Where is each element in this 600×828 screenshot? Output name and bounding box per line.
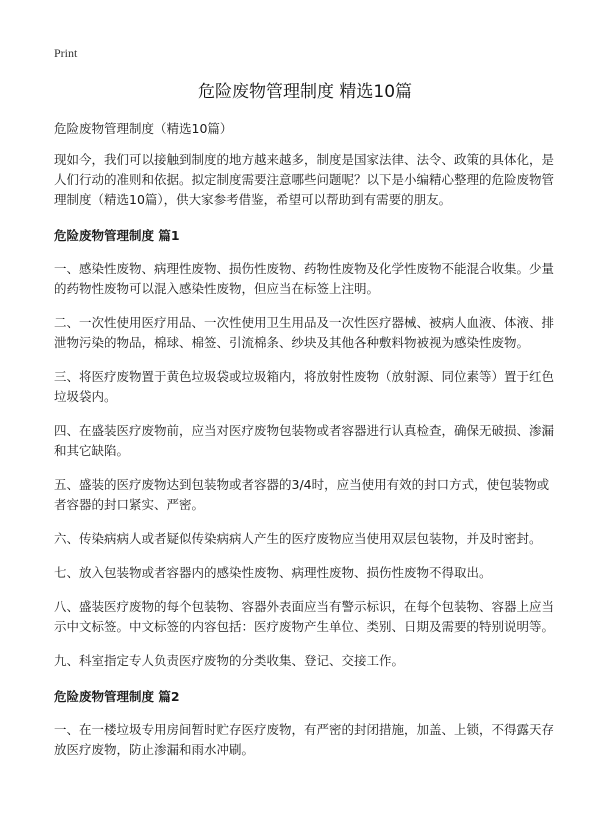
print-link[interactable]: Print xyxy=(54,46,78,60)
section-1-paragraph-7: 七、放入包装物或者容器内的感染性废物、病理性废物、损伤性废物不得取出。 xyxy=(54,565,492,580)
section-1-paragraph-1: 一、感染性废物、病理性废物、损伤性废物、药物性废物及化学性废物不能混合收集。少量的药物性废物可以混入感染性废物，但应当在标签上注明。 xyxy=(54,261,555,296)
section-1-paragraph-9: 九、科室指定专人负责医疗废物的分类收集、登记、交接工作。 xyxy=(54,653,405,668)
section-1-paragraph-3: 三、将医疗废物置于黄色垃圾袋或垃圾箱内，将放射性废物（放射源、同位素等）置于红色垃圾袋内。 xyxy=(54,369,555,404)
section-1-paragraph-6: 六、传染病病人或者疑似传染病病人产生的医疗废物应当使用双层包装物，并及时密封。 xyxy=(54,531,542,546)
document-page xyxy=(54,44,556,760)
intro-paragraph: 现如今，我们可以接触到制度的地方越来越多，制度是国家法律、法令、政策的具体化，是人们行动的准则和依据。拟定制度需要注意哪些问题呢？以下是小编精心整理的危险废物管理制度（精选10篇），供大家参考借鉴，希望可以帮助到有需要的朋友。 xyxy=(54,152,555,207)
section-1-paragraph-5: 五、盛装的医疗废物达到包装物或者容器的3/4时，应当使用有效的封口方式，使包装物或者容器的封口紧实、严密。 xyxy=(54,477,550,512)
section-1-paragraph-2: 二、一次性使用医疗用品、一次性使用卫生用品及一次性医疗器械、被病人血液、体液、排泄物污染的物品，棉球、棉签、引流棉条、纱块及其他各种敷料物被视为感染性废物。 xyxy=(54,315,555,350)
document-subtitle: 危险废物管理制度（精选10篇） xyxy=(54,121,233,136)
section-heading-2: 危险废物管理制度 篇2 xyxy=(54,689,180,704)
section-heading-1: 危险废物管理制度 篇1 xyxy=(54,228,180,243)
section-2-paragraph-1: 一、在一楼垃圾专用房间暂时贮存医疗废物，有严密的封闭措施，加盖、上锁，不得露天存放医疗废物，防止渗漏和雨水冲刷。 xyxy=(54,722,555,757)
section-1-paragraph-4: 四、在盛装医疗废物前，应当对医疗废物包装物或者容器进行认真检查，确保无破损、渗漏和其它缺陷。 xyxy=(54,423,555,458)
page-title: 危险废物管理制度 精选10篇 xyxy=(197,82,413,102)
section-1-paragraph-8: 八、盛装医疗废物的每个包装物、容器外表面应当有警示标识，在每个包装物、容器上应当示中文标签。中文标签的内容包括：医疗废物产生单位、类别、日期及需要的特别说明等。 xyxy=(54,599,555,634)
